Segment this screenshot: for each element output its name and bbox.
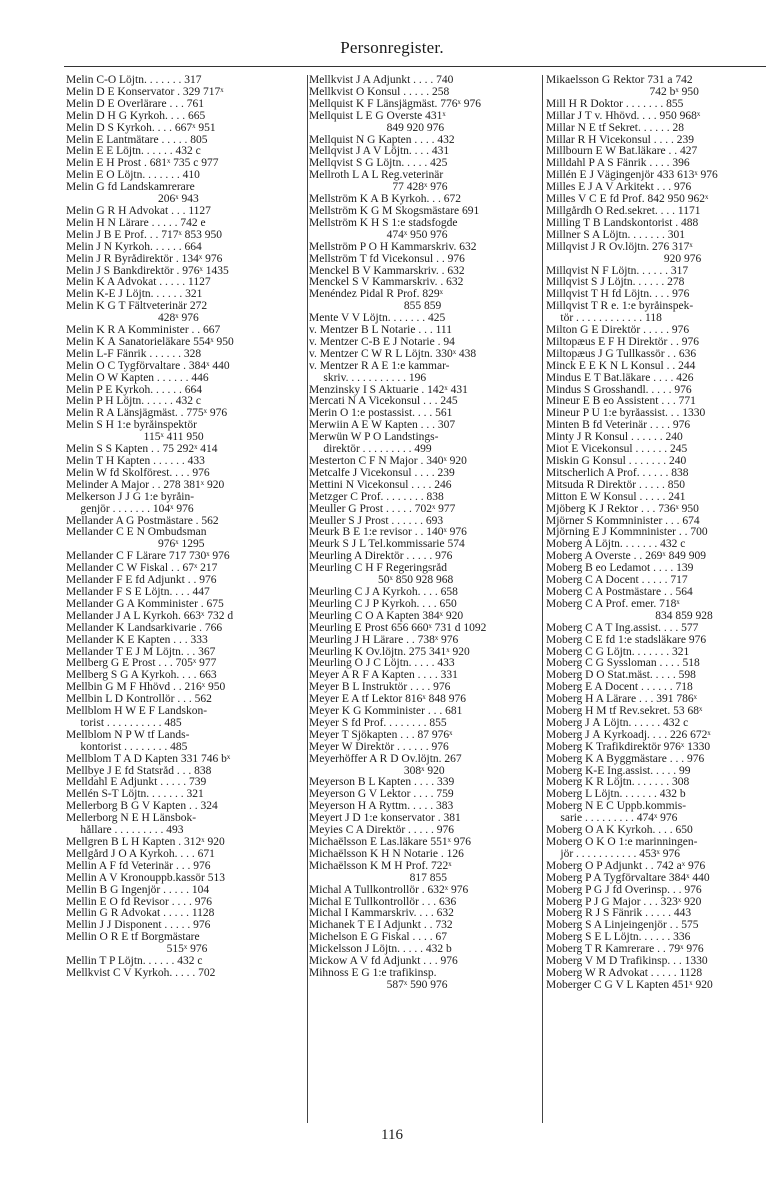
register-entry: Meyert J D 1:e konservator . 381 bbox=[309, 813, 461, 825]
register-entry: Melinder A Major . . 278 381ˣ 920 bbox=[66, 479, 225, 491]
register-entry: Mjörner S Kommninister . . . 674 bbox=[546, 515, 700, 527]
register-entry: Moberg K R Löjtn. . . . . . . 308 bbox=[546, 777, 690, 789]
register-column-1 bbox=[66, 75, 304, 1123]
register-entry: Mellkvist O Konsul . . . . . 258 bbox=[309, 86, 450, 98]
register-entry: Millqvist N F Löjtn. . . . . . 317 bbox=[546, 265, 689, 277]
register-entry: Mindus S Grosshandl. . . . . 976 bbox=[546, 384, 692, 396]
register-entry: Moberg T R Kamrerare . . 79ˣ 976 bbox=[546, 944, 704, 956]
register-entry: Milling T B Landskontorist . 488 bbox=[546, 217, 699, 229]
register-entry: Menzinsky I S Aktuarie . 142ˣ 431 bbox=[309, 384, 468, 396]
register-entry: Melin O C Tygförvaltare . 384ˣ 440 bbox=[66, 360, 230, 372]
register-entry: 77 428ˣ 976 bbox=[309, 182, 448, 194]
register-entry: Melin D S Kyrkoh. . . . 667ˣ 951 bbox=[66, 122, 216, 134]
register-entry: Mill H R Doktor . . . . . . . 855 bbox=[546, 98, 684, 110]
register-entry: Mellgren B L H Kapten . 312ˣ 920 bbox=[66, 837, 225, 848]
register-entry: Metcalfe J Vicekonsul . . . . 239 bbox=[309, 467, 455, 479]
register-column-2 bbox=[307, 75, 536, 1123]
register-entry: Melin K-E J Löjtn. . . . . . 321 bbox=[66, 289, 203, 301]
register-entry: Melin S S Kapten . . 75 292ˣ 414 bbox=[66, 444, 218, 456]
register-entry: Meurk B E 1:e revisor . . 140ˣ 976 bbox=[309, 527, 467, 539]
register-entry: Merin O 1:e postassist. . . . 561 bbox=[309, 408, 453, 420]
register-entry: Moberg K-E Ing.assist. . . . . 99 bbox=[546, 765, 691, 777]
register-entry: Moberg E A Docent . . . . . . 718 bbox=[546, 682, 693, 694]
register-entry: Mineur P U 1:e byråassist. . . 1330 bbox=[546, 408, 706, 420]
register-entry: Moberg C G Löjtn. . . . . . . 321 bbox=[546, 646, 690, 658]
register-entry: Mellander K Landsarkivarie . 766 bbox=[66, 622, 223, 634]
register-entry: 474ˣ 950 976 bbox=[309, 229, 448, 241]
register-entry: Michaëlsson K H N Notarie . 126 bbox=[309, 848, 464, 860]
register-entry: Mellin G R Advokat . . . . . 1128 bbox=[66, 908, 215, 920]
register-entry: Melin P H Löjtn. . . . . . 432 c bbox=[66, 396, 202, 408]
register-entry: Meurling O J C Löjtn. . . . . 433 bbox=[309, 658, 455, 670]
register-entry: Millar R H Vicekonsul . . . . 239 bbox=[546, 134, 694, 146]
register-entry: Mellander F E fd Adjunkt . . 976 bbox=[66, 575, 217, 587]
register-column-3 bbox=[542, 75, 772, 1123]
register-entry: direktör . . . . . . . . . 499 bbox=[309, 444, 432, 456]
register-entry: tör . . . . . . . . . . . . 118 bbox=[546, 313, 662, 325]
register-entry: Melin J S Bankdirektör . 976ˣ 1435 bbox=[66, 265, 229, 277]
register-entry: Moberg R J S Fänrik . . . . . 443 bbox=[546, 908, 692, 920]
register-entry: Metzger C Prof. . . . . . . . 838 bbox=[309, 491, 444, 503]
register-entry: Mikaelsson G Rektor 731 a 742 bbox=[546, 75, 693, 86]
register-entry: Mellander T E J M Löjtn. . . 367 bbox=[66, 646, 216, 658]
register-entry: Moberg A Överste . . 269ˣ 849 909 bbox=[546, 551, 706, 563]
register-entry: Mineur E B eo Assistent . . . 771 bbox=[546, 396, 696, 408]
register-entry: Mellander K E Kapten . . . 333 bbox=[66, 634, 208, 646]
register-entry: 817 855 bbox=[309, 872, 447, 884]
register-entry: torist . . . . . . . . . . 485 bbox=[66, 717, 182, 729]
register-entry: Millar N E tf Sekret. . . . . . 28 bbox=[546, 122, 684, 134]
register-entry: Michelson E G Fiskal . . . . 67 bbox=[309, 932, 447, 944]
register-entry: 855 859 bbox=[309, 301, 442, 313]
register-entry: Mellin T P Löjtn. . . . . . 432 c bbox=[66, 956, 203, 968]
register-entry: Melin E O Löjtn. . . . . . . 410 bbox=[66, 170, 200, 182]
register-entry: Mellander A G Postmästare . 562 bbox=[66, 515, 219, 527]
register-entry: Moberger C G V L Kapten 451ˣ 920 bbox=[546, 979, 713, 991]
register-entry: Melin J R Byrådirektör . 134ˣ 976 bbox=[66, 253, 223, 265]
register-entry: Mellin O R E tf Borgmästare bbox=[66, 932, 200, 944]
register-entry: Mellblom N P W tf Lands- bbox=[66, 729, 190, 741]
register-entry: sarie . . . . . . . . . 474ˣ 976 bbox=[546, 813, 678, 825]
register-entry: Mellgård J O A Kyrkoh. . . . 671 bbox=[66, 848, 215, 860]
register-entry: Melldahl E Adjunkt . . . . . 739 bbox=[66, 777, 207, 789]
register-entry: Mellberg S G A Kyrkoh. . . . 663 bbox=[66, 670, 217, 682]
register-entry: Meyer S fd Prof. . . . . . . . 855 bbox=[309, 717, 447, 729]
register-entry: Michal I Kammarskriv. . . . 632 bbox=[309, 908, 454, 920]
register-entry: Moberg P A Tygförvaltare 384ˣ 440 bbox=[546, 872, 710, 884]
register-entry: Mellerborg N E H Länsbok- bbox=[66, 813, 197, 825]
register-entry: Minck E E K N L Konsul . . 244 bbox=[546, 360, 696, 372]
register-entry: Mellström K A B Kyrkoh. . . 672 bbox=[309, 194, 462, 206]
register-entry: Moberg A Löjtn. . . . . . . 432 c bbox=[546, 539, 686, 551]
register-entry: Moberg W R Advokat . . . . . 1128 bbox=[546, 967, 703, 979]
register-entry: Milles E J A V Arkitekt . . . 976 bbox=[546, 182, 692, 194]
register-entry: Moberg C A Postmästare . . 564 bbox=[546, 586, 693, 598]
register-entry: Moberg C A T Ing.assist. . . . 577 bbox=[546, 622, 699, 634]
register-entry: Meurling K Öv.löjtn. 275 341ˣ 920 bbox=[309, 646, 470, 658]
register-entry: Moberg J Å Kyrkoadj. . . . 226 672ˣ bbox=[546, 729, 711, 741]
register-entry: Miltopæus J G Tullkassör . . 636 bbox=[546, 348, 697, 360]
register-entry: Meurling C O A Kapten 384ˣ 920 bbox=[309, 610, 464, 622]
register-entry: Mellkvist J A Adjunkt . . . . 740 bbox=[309, 75, 454, 86]
register-entry: Melin W fd Skolförest. . . . 976 bbox=[66, 467, 210, 479]
register-entry: Millbourn E W Bat.läkare . . 427 bbox=[546, 146, 698, 158]
register-entry: Mellbye J E fd Statsråd . . . 838 bbox=[66, 765, 212, 777]
register-entry: Meyer T Sjökapten . . . 87 976ˣ bbox=[309, 729, 453, 741]
register-entry: Mellander F S E Löjtn. . . . 447 bbox=[66, 586, 210, 598]
register-entry: Michal A Tullkontrollör . 632ˣ 976 bbox=[309, 884, 469, 896]
register-entry: 206ˣ 943 bbox=[66, 194, 199, 206]
register-entry: Millén E J Vägingenjör 433 613ˣ 976 bbox=[546, 170, 718, 182]
register-entry: Melin D H G Kyrkoh. . . . 665 bbox=[66, 110, 206, 122]
register-entry: 515ˣ 976 bbox=[66, 944, 208, 956]
register-entry: Mickelsson J Löjtn. . . . . 432 b bbox=[309, 944, 452, 956]
register-entry: Moberg S E L Löjtn. . . . . . 336 bbox=[546, 932, 691, 944]
register-entry: Melin D E Överlärare . . . 761 bbox=[66, 98, 204, 110]
register-entry: Mellquist K F Länsjägmäst. 776ˣ 976 bbox=[309, 98, 481, 110]
register-entry: Mellander G A Komminister . 675 bbox=[66, 598, 224, 610]
register-entry: Moberg H M tf Rev.sekret. 53 68ˣ bbox=[546, 706, 703, 718]
register-entry: Meyerson G V Lektor . . . . 759 bbox=[309, 789, 454, 801]
register-entry: Moberg K A Byggmästare . . . 976 bbox=[546, 753, 705, 765]
register-entry: Meurk S J L Tel.kommissarie 574 bbox=[309, 539, 465, 551]
register-entry: v. Mentzer C W R L Löjtn. 330ˣ 438 bbox=[309, 348, 477, 360]
register-entry: Melin G fd Landskamrerare bbox=[66, 182, 195, 194]
register-entry: genjör . . . . . . . 104ˣ 976 bbox=[66, 503, 194, 515]
register-entry: Moberg C A Prof. emer. 718ˣ bbox=[546, 598, 680, 610]
register-entry: Meyer B L Instruktör . . . . 976 bbox=[309, 682, 451, 694]
register-entry: Meurling C J P Kyrkoh. . . . 650 bbox=[309, 598, 457, 610]
register-entry: Moberg S A Linjeingenjör . . 575 bbox=[546, 920, 699, 932]
register-entry: Moberg V M D Trafikinsp. . . 1330 bbox=[546, 956, 708, 968]
register-entry: Melin H N Lärare . . . . . 742 e bbox=[66, 217, 206, 229]
register-entry: Melin L-F Fänrik . . . . . . 328 bbox=[66, 348, 202, 360]
register-entry: Moberg D O Stat.mäst. . . . . 598 bbox=[546, 670, 696, 682]
register-entry: Mellin E O fd Revisor . . . . 976 bbox=[66, 896, 212, 908]
register-entry: Miskin G Konsul . . . . . . . 240 bbox=[546, 456, 687, 467]
register-entry: 50ˣ 850 928 968 bbox=[309, 575, 454, 587]
register-entry: 976ˣ 1295 bbox=[66, 539, 205, 551]
register-entry: Meyer A R F A Kapten . . . . 331 bbox=[309, 670, 458, 682]
register-entry: Menéndez Pidal R Prof. 829ˣ bbox=[309, 289, 443, 301]
register-entry: Mellquist L E G Överste 431ˣ bbox=[309, 110, 446, 122]
register-entry: Melin T H Kapten . . . . . . 433 bbox=[66, 456, 205, 467]
register-entry: v. Mentzer B L Notarie . . . 111 bbox=[309, 325, 452, 337]
register-entry: Melin K A Advokat . . . . . 1127 bbox=[66, 277, 211, 289]
register-entry: 834 859 928 bbox=[546, 610, 713, 622]
register-entry: Moberg O K O 1:e marinningen- bbox=[546, 837, 698, 848]
register-entry: Milton G E Direktör . . . . . 976 bbox=[546, 325, 690, 337]
register-entry: Moberg K Trafikdirektör 976ˣ 1330 bbox=[546, 741, 711, 753]
register-entry: Merwiin A E W Kapten . . . 307 bbox=[309, 420, 456, 432]
register-entry: Melin J B E Prof. . . 717ˣ 853 950 bbox=[66, 229, 223, 241]
register-entry: Melin P E Kyrkoh. . . . . . 664 bbox=[66, 384, 202, 396]
register-entry: Melkerson J J G 1:e byråin- bbox=[66, 491, 195, 503]
register-entry: 308ˣ 920 bbox=[309, 765, 445, 777]
register-entry: Melin O W Kapten . . . . . . 446 bbox=[66, 372, 209, 384]
register-entry: Meurling C J A Kyrkoh. . . . 658 bbox=[309, 586, 458, 598]
register-entry: 920 976 bbox=[546, 253, 702, 265]
register-entry: Mellqvist S G Löjtn. . . . . 425 bbox=[309, 158, 448, 170]
register-entry: Mitscherlich A Prof. . . . . . 838 bbox=[546, 467, 689, 479]
register-entry: Moberg N E C Uppb.kommis- bbox=[546, 801, 687, 813]
register-entry: Mellquist N G Kapten . . . . 432 bbox=[309, 134, 455, 146]
register-entry: Mellroth L A L Reg.veterinär bbox=[309, 170, 444, 182]
register-entry: Mettini N Vicekonsul . . . . 246 bbox=[309, 479, 452, 491]
register-entry: 587ˣ 590 976 bbox=[309, 979, 448, 991]
register-entry: Mindus E T Bat.läkare . . . . 426 bbox=[546, 372, 694, 384]
register-entry: Moberg B eo Ledamot . . . . 139 bbox=[546, 563, 694, 575]
register-entry: Menckel B V Kammarskriv. . 632 bbox=[309, 265, 465, 277]
register-entry: Millner S A Löjtn. . . . . . . 301 bbox=[546, 229, 685, 241]
register-entry: Mercati N A Vicekonsul . . . 245 bbox=[309, 396, 458, 408]
register-entry: Michanek T E I Adjunkt . . 732 bbox=[309, 920, 453, 932]
header-rule bbox=[64, 66, 766, 67]
register-entry: Melin C-O Löjtn. . . . . . . 317 bbox=[66, 75, 202, 86]
page-number: 116 bbox=[381, 1127, 403, 1143]
register-entry: Melin D E Konservator . 329 717ˣ bbox=[66, 86, 224, 98]
register-entry: Melin E Lantmätare . . . . . 805 bbox=[66, 134, 208, 146]
register-entry: Meyer W Direktör . . . . . . 976 bbox=[309, 741, 449, 753]
register-entry: Moberg L Löjtn. . . . . . . 432 b bbox=[546, 789, 686, 801]
register-entry: Melin S H 1:e byråinspektör bbox=[66, 420, 197, 432]
register-entry: skriv. . . . . . . . . . . 196 bbox=[309, 372, 427, 384]
register-entry: Moberg C A Docent . . . . . 717 bbox=[546, 575, 688, 587]
register-entry: Mellin A F fd Veterinär . . . 976 bbox=[66, 860, 211, 872]
register-entry: Mellström K G M Skogsmästare 691 bbox=[309, 205, 480, 217]
register-entry: Meurling C H F Regeringsråd bbox=[309, 563, 447, 575]
register-entry: Meurling E Prost 656 660ˣ 731 d 1092 bbox=[309, 622, 487, 634]
register-entry: Millqvist S J Löjtn. . . . . . 278 bbox=[546, 277, 685, 289]
register-entry: Mellberg G E Prost . . . 705ˣ 977 bbox=[66, 658, 217, 670]
register-entry: Melin R A Länsjägmäst. . 775ˣ 976 bbox=[66, 408, 228, 420]
register-entry: Mellander C E N Ombudsman bbox=[66, 527, 207, 539]
register-entry: Meyer K G Komminister . . . 681 bbox=[309, 706, 463, 718]
register-entry: Melin K G T Fältveterinär 272 bbox=[66, 301, 208, 313]
register-entry: Mellén S-T Löjtn. . . . . . . 321 bbox=[66, 789, 204, 801]
register-entry: Moberg C G Syssloman . . . . 518 bbox=[546, 658, 700, 670]
register-entry: Mellin J J Disponent . . . . . 976 bbox=[66, 920, 211, 932]
register-entry: Mellblom H W E F Landskon- bbox=[66, 706, 208, 718]
register-entry: Meurling J H Lärare . . 738ˣ 976 bbox=[309, 634, 459, 646]
register-entry: Mitton E W Konsul . . . . . 241 bbox=[546, 491, 686, 503]
register-entry: Mickow A V fd Adjunkt . . . 976 bbox=[309, 956, 458, 968]
register-entry: Meuller S J Prost . . . . . . 693 bbox=[309, 515, 444, 527]
register-entry: Meyerson H A Ryttm. . . . . 383 bbox=[309, 801, 454, 813]
register-entry: Moberg P J G Major . . . 323ˣ 920 bbox=[546, 896, 702, 908]
register-entry: Moberg C E fd 1:e stadsläkare 976 bbox=[546, 634, 707, 646]
register-entry: Melin G R H Advokat . . . 1127 bbox=[66, 205, 211, 217]
register-entry: Milldahl P A S Fänrik . . . . 396 bbox=[546, 158, 690, 170]
register-entry: Mellin A V Kronouppb.kassör 513 bbox=[66, 872, 225, 884]
register-entry: Michaëlsson E Las.läkare 551ˣ 976 bbox=[309, 837, 472, 848]
register-entry: Menckel S V Kammarskriv. . 632 bbox=[309, 277, 464, 289]
register-entry: v. Mentzer C-B E J Notarie . 94 bbox=[309, 336, 455, 348]
register-entry: Mente V V Löjtn. . . . . . . 425 bbox=[309, 313, 446, 325]
page-title: Personregister. bbox=[340, 38, 444, 57]
register-entry: Mellander C F Lärare 717 730ˣ 976 bbox=[66, 551, 230, 563]
register-entry: Millar J T v. Hhövd. . . . 950 968ˣ bbox=[546, 110, 701, 122]
register-entry: Meyies C A Direktör . . . . . 976 bbox=[309, 825, 455, 837]
register-entry: Melin K Å Sanatorieläkare 554ˣ 950 bbox=[66, 336, 234, 348]
register-entry: Milles V C E fd Prof. 842 950 962ˣ bbox=[546, 194, 709, 206]
register-entry: Millqvist T R e. 1:e byråinspek- bbox=[546, 301, 694, 313]
register-entry: Michal E Tullkontrollör . . . 636 bbox=[309, 896, 457, 908]
register-entry: Meyerson B L Kapten . . . . 339 bbox=[309, 777, 455, 789]
register-entry: Moberg H A Lärare . . . 391 786ˣ bbox=[546, 694, 697, 706]
register-entry: Meyerhöffer A R D Öv.löjtn. 267 bbox=[309, 753, 462, 765]
register-entry: Melin J N Kyrkoh. . . . . . 664 bbox=[66, 241, 202, 253]
register-entry: Melin K R A Komminister . . 667 bbox=[66, 325, 221, 337]
register-entry: Michaëlsson K M H Prof. 722ˣ bbox=[309, 860, 452, 872]
register-entry: kontorist . . . . . . . . 485 bbox=[66, 741, 188, 753]
register-entry: Mihnoss E G 1:e trafikinsp. bbox=[309, 967, 437, 979]
register-entry: Moberg O P Adjunkt . . 742 aˣ 976 bbox=[546, 860, 706, 872]
register-entry: Millqvist T H fd Löjtn. . . . 976 bbox=[546, 289, 690, 301]
register-entry: Millqvist J R Öv.löjtn. 276 317ˣ bbox=[546, 241, 693, 253]
register-entry: Mesterton C F N Major . 340ˣ 920 bbox=[309, 456, 467, 467]
register-entry: Merwün W P O Landstings- bbox=[309, 432, 439, 444]
register-entry: hållare . . . . . . . . . 493 bbox=[66, 825, 184, 837]
register-entry: Meuller G Prost . . . . . 702ˣ 977 bbox=[309, 503, 456, 515]
register-entry: Mellbin L D Kontrollör . . . 562 bbox=[66, 694, 212, 706]
register-entry: Melin E H Prost . 681ˣ 735 c 977 bbox=[66, 158, 219, 170]
register-entry: Mellin B G Ingenjör . . . . . 104 bbox=[66, 884, 210, 896]
register-entry: Mellbin G M F Hhövd . . 216ˣ 950 bbox=[66, 682, 226, 694]
register-entry: Mellkvist C V Kyrkoh. . . . . 702 bbox=[66, 967, 216, 979]
register-entry: Minten B fd Veterinär . . . . 976 bbox=[546, 420, 691, 432]
register-entry: Moberg P G J fd Överinsp. . . 976 bbox=[546, 884, 702, 896]
register-entry: 428ˣ 976 bbox=[66, 313, 199, 325]
register-entry: Mellström P O H Kammarskriv. 632 bbox=[309, 241, 477, 253]
register-entry: Mellqvist J A V Löjtn. . . . 431 bbox=[309, 146, 450, 158]
register-entry: Mjörning E J Kommninister . . 700 bbox=[546, 527, 708, 539]
register-entry: 115ˣ 411 950 bbox=[66, 432, 204, 444]
register-entry: Moberg O A K Kyrkoh. . . . 650 bbox=[546, 825, 693, 837]
register-entry: Melin E E Löjtn. . . . . . 432 c bbox=[66, 146, 201, 158]
register-entry: 742 bˣ 950 bbox=[546, 86, 699, 98]
register-entry: Meyer E A tf Lektor 816ˣ 848 976 bbox=[309, 694, 466, 706]
register-entry: v. Mentzer R A E 1:e kammar- bbox=[309, 360, 450, 372]
register-entry: Mellström T fd Vicekonsul . . 976 bbox=[309, 253, 465, 265]
register-entry: Millgårdh O Red.sekret. . . . 1171 bbox=[546, 205, 701, 217]
register-entry: Minty J R Konsul . . . . . . 240 bbox=[546, 432, 683, 444]
register-entry: Mellander C W Fiskal . . 67ˣ 217 bbox=[66, 563, 218, 575]
register-entry: Mellström K H S 1:e stadsfogde bbox=[309, 217, 458, 229]
register-entry: jör . . . . . . . . . . . 453ˣ 976 bbox=[546, 848, 680, 860]
register-entry: Mellander J A L Kyrkoh. 663ˣ 732 d bbox=[66, 610, 234, 622]
register-entry: 849 920 976 bbox=[309, 122, 445, 134]
register-entry: Miot E Vicekonsul . . . . . . 245 bbox=[546, 444, 688, 456]
register-entry: Mitsuda R Direktör . . . . . 850 bbox=[546, 479, 685, 491]
register-entry: Moberg J Å Löjtn. . . . . . 432 c bbox=[546, 717, 689, 729]
register-entry: Mellerborg B G V Kapten . . 324 bbox=[66, 801, 218, 813]
register-entry: Mellblom T A D Kapten 331 746 bˣ bbox=[66, 753, 231, 765]
register-entry: Meurling A Direktör . . . . . 976 bbox=[309, 551, 453, 563]
register-entry: Mjöberg K J Rektor . . . 736ˣ 950 bbox=[546, 503, 699, 515]
register-entry: Miltopæus E F H Direktör . . 976 bbox=[546, 336, 700, 348]
